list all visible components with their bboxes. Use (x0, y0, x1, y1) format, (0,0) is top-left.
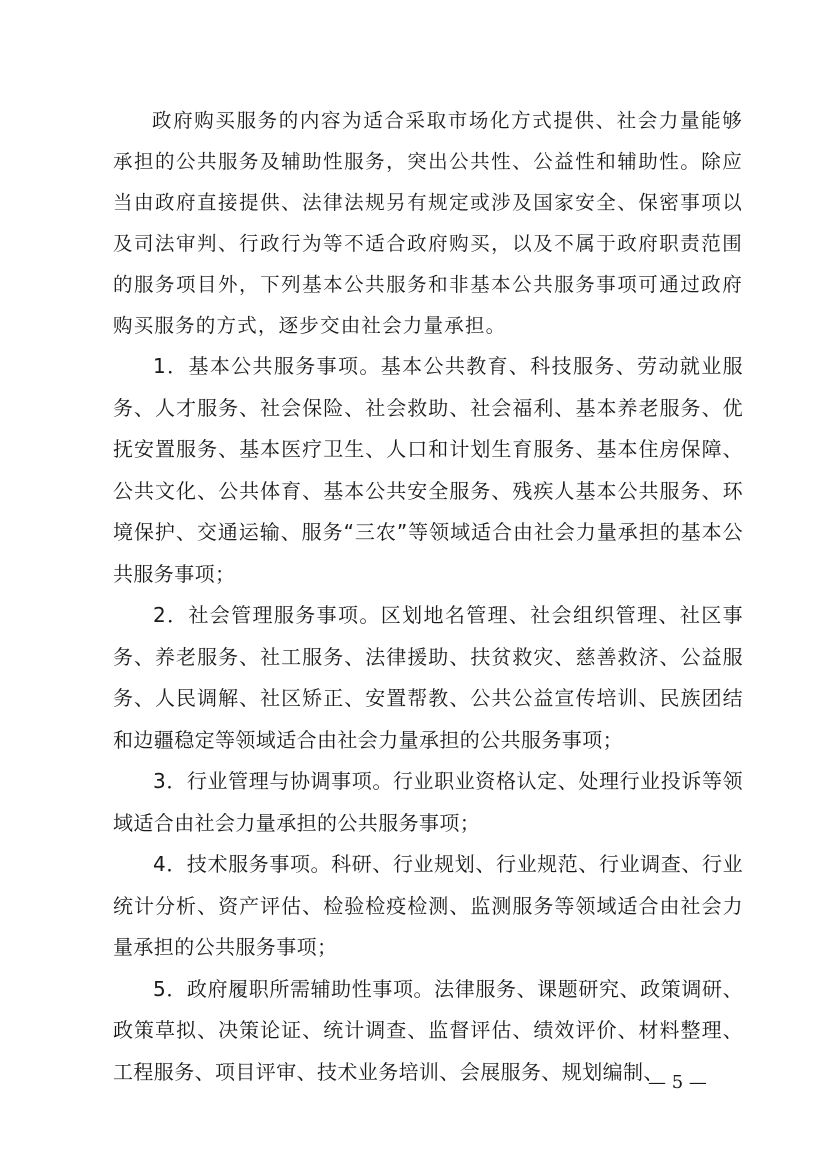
intro-paragraph: 政府购买服务的内容为适合采取市场化方式提供、社会力量能够承担的公共服务及辅助性服务，突出公共性、公益性和辅助性。除应当由政府直接提供、法律法规另有规定或涉及国家安全、保密事项以及司法审判、行政行为等不适合政府购买，以及不属于政府职责范围的服务项目外，下列基本公共服务和非基本公共服务事项可通过政府购买服务的方式，逐步交由社会力量承担。 (113, 109, 743, 337)
item-paragraph-5: 5．政府履职所需辅助性事项。法律服务、课题研究、政策调研、政策草拟、决策论证、统计调查、监督评估、绩效评价、材料整理、工程服务、项目评审、技术业务培训、会展服务、规划编制、 (113, 976, 743, 1084)
item-paragraph-3: 3．行业管理与协调事项。行业职业资格认定、处理行业投诉等领域适合由社会力量承担的公共服务事项； (113, 769, 743, 835)
document-body (113, 100, 743, 1093)
item-paragraph-4: 4．技术服务事项。科研、行业规划、行业规范、行业调查、行业统计分析、资产评估、检验检疫检测、监测服务等领域适合由社会力量承担的公共服务事项； (113, 852, 743, 959)
item-paragraph-1: 1．基本公共服务事项。基本公共教育、科技服务、劳动就业服务、人才服务、社会保险、社会救助、社会福利、基本养老服务、优抚安置服务、基本医疗卫生、人口和计划生育服务、基本住房保障、公共文化、公共体育、基本公共安全服务、残疾人基本公共服务、环境保护、交通运输、服务“三农”等领域适合由社会力量承担的基本公共服务事项； (113, 354, 743, 586)
item-paragraph-2: 2．社会管理服务事项。区划地名管理、社会组织管理、社区事务、养老服务、社工服务、法律援助、扶贫救灾、慈善救济、公益服务、人民调解、社区矫正、安置帮教、公共公益宣传培训、民族团结和边疆稳定等领域适合由社会力量承担的公共服务事项； (113, 603, 743, 752)
page-number: — 5 — (648, 1072, 707, 1093)
